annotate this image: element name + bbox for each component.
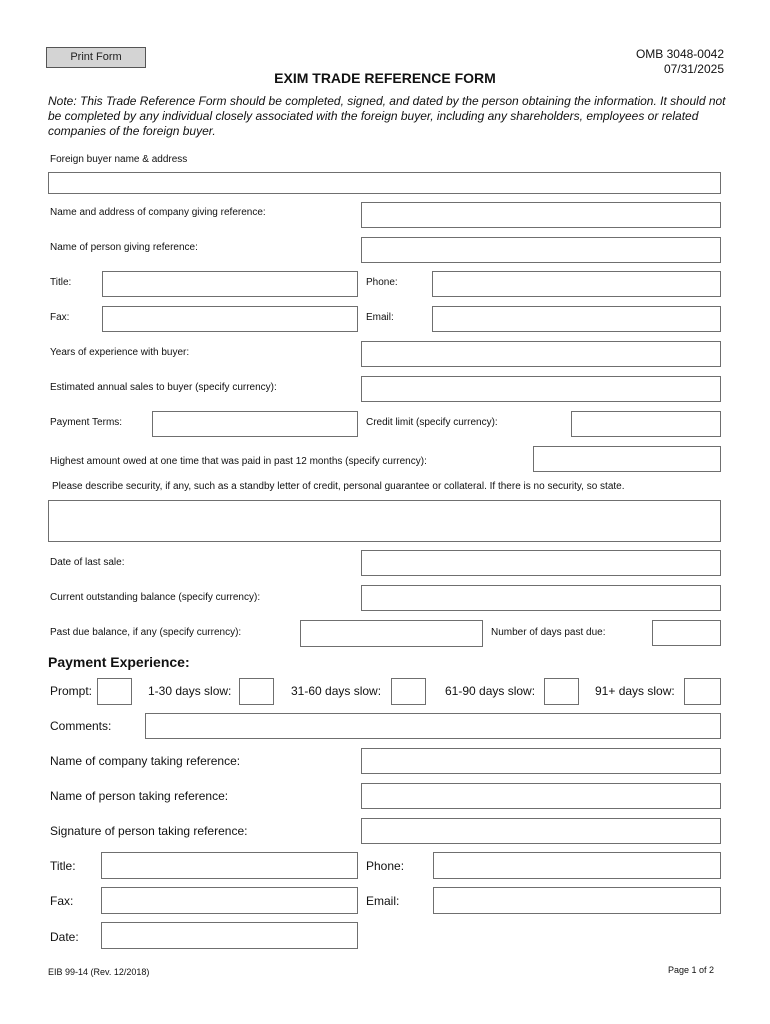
annual-sales-label: Estimated annual sales to buyer (specify currency): [50, 382, 277, 393]
comments-label: Comments: [50, 719, 112, 733]
highest-amount-input[interactable] [533, 446, 721, 472]
outstanding-balance-label: Current outstanding balance (specify currency): [50, 592, 261, 603]
comments-input[interactable] [145, 713, 721, 739]
giver-fax-label: Fax: [50, 312, 70, 323]
years-experience-label: Years of experience with buyer: [50, 347, 190, 358]
slow-31-60-label: 31-60 days slow: [291, 684, 382, 698]
slow-1-30-label: 1-30 days slow: [148, 684, 232, 698]
omb-date: 07/31/2025 [663, 62, 724, 76]
page-number: Page 1 of 2 [667, 965, 714, 975]
taker-phone-input[interactable] [433, 852, 721, 879]
form-title: EXIM TRADE REFERENCE FORM [274, 70, 496, 86]
giver-phone-input[interactable] [432, 271, 721, 297]
taker-signature-label: Signature of person taking reference: [50, 824, 248, 838]
omb-number: OMB 3048-0042 [635, 47, 724, 61]
prompt-checkbox[interactable] [97, 678, 132, 705]
company-giving-reference-input[interactable] [361, 202, 721, 228]
annual-sales-input[interactable] [361, 376, 721, 402]
credit-limit-input[interactable] [571, 411, 721, 437]
form-note: Note: This Trade Reference Form should be completed, signed, and dated by the person obtaining the information. It should not be completed by any individual closely associated with the foreign buyer, including any shareholders, employees or related companies of the foreign buyer. [48, 94, 726, 138]
payment-experience-heading: Payment Experience: [48, 654, 190, 670]
giver-title-label: Title: [50, 277, 72, 288]
print-form-button[interactable]: Print Form [46, 47, 146, 68]
taker-company-input[interactable] [361, 748, 721, 774]
days-past-due-input[interactable] [652, 620, 721, 646]
taker-fax-input[interactable] [101, 887, 358, 914]
taker-date-label: Date: [50, 930, 79, 944]
form-id: EIB 99-14 (Rev. 12/2018) [48, 967, 150, 977]
giver-email-input[interactable] [432, 306, 721, 332]
taker-person-input[interactable] [361, 783, 721, 809]
slow-31-60-checkbox[interactable] [391, 678, 426, 705]
giver-email-label: Email: [366, 312, 394, 323]
company-giving-reference-label: Name and address of company giving reference: [50, 207, 266, 218]
taker-signature-input[interactable] [361, 818, 721, 844]
giver-phone-label: Phone: [366, 277, 398, 288]
past-due-balance-input[interactable] [300, 620, 483, 647]
slow-91-plus-checkbox[interactable] [684, 678, 721, 705]
security-label: Please describe security, if any, such as a standby letter of credit, personal guarantee or collateral. If there is no security, so state. [52, 481, 625, 492]
foreign-buyer-label: Foreign buyer name & address [50, 154, 188, 165]
slow-61-90-checkbox[interactable] [544, 678, 579, 705]
person-giving-reference-input[interactable] [361, 237, 721, 263]
taker-fax-label: Fax: [50, 894, 74, 908]
days-past-due-label: Number of days past due: [491, 627, 606, 638]
giver-title-input[interactable] [102, 271, 358, 297]
security-input[interactable] [48, 500, 721, 542]
credit-limit-label: Credit limit (specify currency): [366, 417, 498, 428]
payment-terms-input[interactable] [152, 411, 358, 437]
date-last-sale-label: Date of last sale: [50, 557, 125, 568]
years-experience-input[interactable] [361, 341, 721, 367]
giver-fax-input[interactable] [102, 306, 358, 332]
taker-date-input[interactable] [101, 922, 358, 949]
slow-1-30-checkbox[interactable] [239, 678, 274, 705]
prompt-label: Prompt: [50, 684, 93, 698]
past-due-balance-label: Past due balance, if any (specify currency): [50, 627, 242, 638]
taker-company-label: Name of company taking reference: [50, 754, 241, 768]
foreign-buyer-input[interactable] [48, 172, 721, 194]
slow-61-90-label: 61-90 days slow: [445, 684, 536, 698]
person-giving-reference-label: Name of person giving reference: [50, 242, 198, 253]
taker-email-label: Email: [366, 894, 400, 908]
highest-amount-label: Highest amount owed at one time that was paid in past 12 months (specify currency): [50, 456, 427, 467]
outstanding-balance-input[interactable] [361, 585, 721, 611]
date-last-sale-input[interactable] [361, 550, 721, 576]
taker-title-input[interactable] [101, 852, 358, 879]
taker-person-label: Name of person taking reference: [50, 789, 229, 803]
taker-title-label: Title: [50, 859, 76, 873]
taker-email-input[interactable] [433, 887, 721, 914]
taker-phone-label: Phone: [366, 859, 405, 873]
payment-terms-label: Payment Terms: [50, 417, 123, 428]
slow-91-plus-label: 91+ days slow: [595, 684, 675, 698]
